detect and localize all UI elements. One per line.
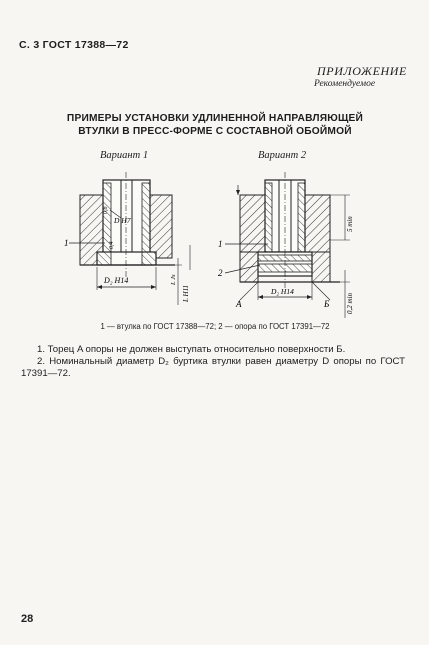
document-header: С. 3 ГОСТ 17388—72 — [19, 39, 129, 51]
note-1: 1. Торец A опоры не должен выступать относительно поверхности Б. — [37, 344, 346, 355]
v1-dim-08: 0,8 — [103, 206, 109, 214]
page-number: 28 — [21, 613, 34, 625]
v1-right-plate — [150, 195, 172, 258]
v2-surface-a: A — [236, 299, 242, 309]
title-line-1: ПРИМЕРЫ УСТАНОВКИ УДЛИНЕННОЙ НАПРАВЛЯЮЩЕЙ — [66, 113, 364, 124]
variant-2-drawing — [218, 172, 354, 318]
v2-02min-label: 0,2 min — [346, 293, 354, 314]
v2-right-plate — [305, 195, 330, 252]
v2-d2h14-label: D₂ H14 — [271, 287, 294, 296]
v1-d2h14-label: D₂ H14 — [104, 276, 129, 285]
v2-surface-b: Б — [324, 299, 330, 309]
v1-lh11-label: L H11 — [182, 284, 190, 302]
v1-dim-04: 0,4 — [109, 241, 115, 249]
note-2: 2. Номинальный диаметр D₂ буртика втулки равен диаметру D опоры по ГОСТ 17391—72. — [21, 356, 405, 379]
v2-5min-label: 5 min — [346, 216, 354, 232]
variant-1-label: Вариант 1 — [100, 150, 149, 161]
variant-2-label: Вариант 2 — [258, 150, 307, 161]
v1-dh7-label: D H7 — [114, 216, 131, 225]
v1-callout-1: 1 — [64, 238, 69, 248]
appendix-label: ПРИЛОЖЕНИЕ — [317, 64, 407, 78]
variant-1-drawing — [64, 172, 190, 305]
figure-caption: 1 — втулка по ГОСТ 17388—72; 2 — опора по ГОСТ 17391—72 — [100, 322, 330, 331]
v1-ljs-label: L Js — [170, 274, 177, 285]
v2-callout-2: 2 — [218, 268, 223, 278]
v2-callout-1: 1 — [218, 239, 223, 249]
v2-left-plate — [240, 195, 265, 252]
title-line-2: ВТУЛКИ В ПРЕСС-ФОРМЕ С СОСТАВНОЙ ОБОЙМОЙ — [78, 126, 352, 137]
appendix-status: Рекомендуемое — [314, 79, 376, 89]
